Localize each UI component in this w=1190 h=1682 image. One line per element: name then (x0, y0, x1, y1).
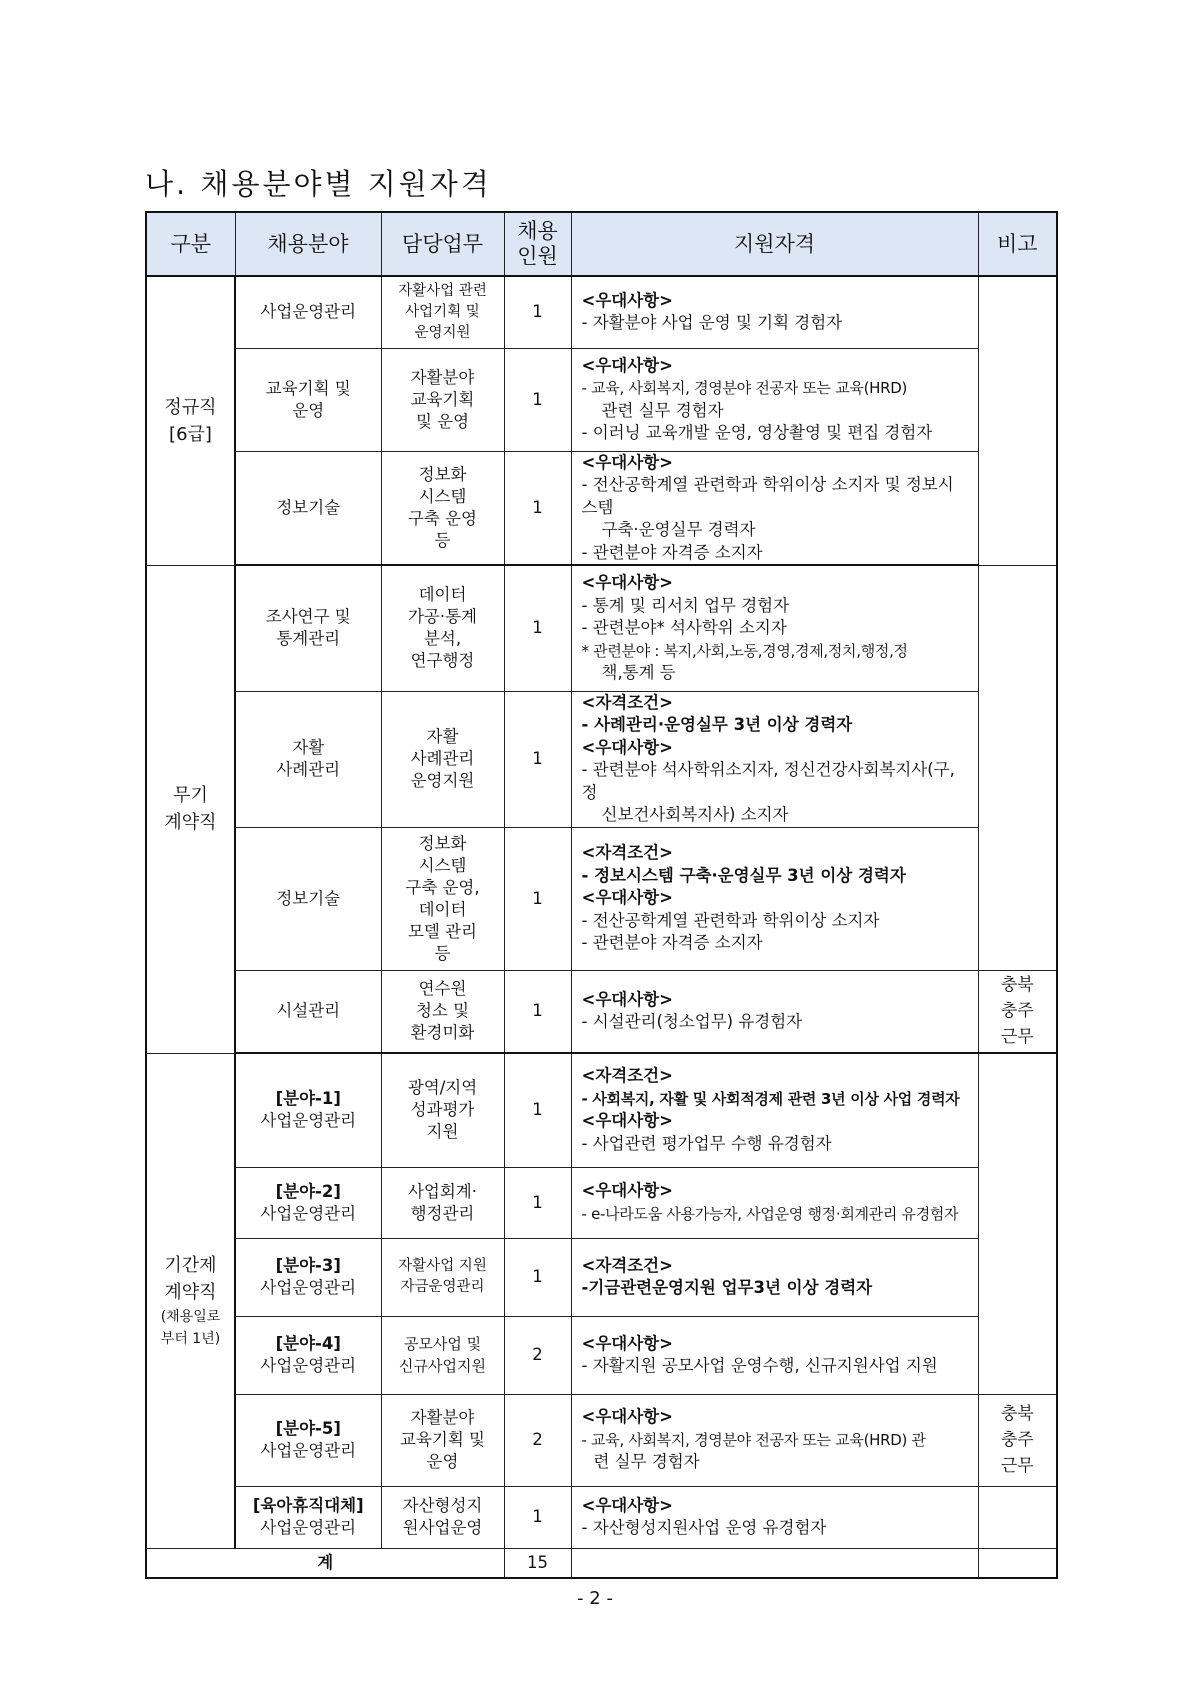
table-row (146, 1486, 1057, 1548)
duty-text: 정보화 시스템 구축 운영 등 (407, 464, 477, 550)
duty-cell (381, 1394, 504, 1486)
field-name: 조사연구 및 통계관리 (265, 607, 351, 649)
duty-cell (381, 691, 504, 827)
duty-cell (381, 348, 504, 451)
duty-text: 데이터 가공·통계 분석, 연구행정 (407, 585, 477, 671)
field-cell (235, 276, 381, 348)
count-cell: 1 (504, 1486, 571, 1548)
field-cell (235, 1238, 381, 1316)
duty-text: 자활분야 교육기획 및 운영 (410, 367, 475, 431)
table-row (146, 451, 1057, 565)
qualification-line: * 관련분야 : 복지,사회,노동,경영,경제,정치,행정,정 (581, 641, 908, 660)
qualification-line: - 정보시스템 구축·운영실무 3년 이상 경력자 (581, 865, 906, 885)
header-row (146, 212, 1057, 276)
qualification-line: - 전산공학계열 관련학과 학위이상 소지자 및 정보시스템 (581, 475, 954, 517)
table-row (146, 1238, 1057, 1316)
field-name: 정보기술 (276, 497, 341, 517)
qualification-line: - 사회복지, 자활 및 사회적경제 관련 3년 이상 사업 경력자 (581, 1089, 960, 1108)
header-field: 채용분야 (235, 212, 381, 276)
table-row (146, 565, 1057, 691)
qualification-line: - 시설관리(청소업무) 유경험자 (581, 1012, 803, 1032)
qualification-line: <자격조건> (581, 692, 673, 712)
note-text: 충북 충주 근무 (1000, 1404, 1034, 1476)
field-tag: [분야-3] (275, 1256, 341, 1275)
duty-cell (381, 970, 504, 1053)
count-cell: 1 (504, 970, 571, 1053)
duty-text: 광역/지역 성과평가 지원 (407, 1078, 478, 1142)
qualification-line: - 관련분야 자격증 소지자 (581, 933, 763, 953)
group-label (146, 1053, 235, 1548)
qualification-cell (571, 276, 978, 348)
field-cell (235, 1486, 381, 1548)
qualification-line: <우대사항> (581, 573, 673, 592)
count-cell: 1 (504, 1238, 571, 1316)
table-row (146, 827, 1057, 970)
qualification-line: <우대사항> (581, 1111, 673, 1131)
qualification-line: - 교육, 사회복지, 경영분야 전공자 또는 교육(HRD) 관 (581, 1430, 926, 1449)
field-name: 사업운영관리 (260, 1111, 357, 1131)
header-note: 비고 (978, 212, 1057, 276)
qualification-line: <우대사항> (581, 888, 673, 908)
page-number: - 2 - (577, 1588, 613, 1609)
qualification-line: - 이러닝 교육개발 운영, 영상촬영 및 편집 경험자 (581, 423, 933, 442)
table-row (146, 1316, 1057, 1394)
qualification-line: <자격조건> (581, 1255, 673, 1275)
qualification-cell (571, 451, 978, 565)
table-row (146, 348, 1057, 451)
field-cell (235, 451, 381, 565)
table-row (146, 691, 1057, 827)
duty-cell (381, 276, 504, 348)
total-count: 15 (504, 1548, 571, 1578)
count-cell: 2 (504, 1316, 571, 1394)
duty-cell (381, 1053, 504, 1167)
qualification-line: - 관련분야 자격증 소지자 (581, 542, 763, 562)
duty-cell (381, 1316, 504, 1394)
duty-cell (381, 451, 504, 565)
table-row (146, 1053, 1057, 1167)
qualification-cell (571, 1167, 978, 1238)
header-qual: 지원자격 (571, 212, 978, 276)
qualification-cell (571, 1394, 978, 1486)
qualification-cell (571, 1316, 978, 1394)
field-tag: [분야-4] (275, 1334, 341, 1353)
table-row (146, 970, 1057, 1053)
qualification-cell (571, 970, 978, 1053)
field-cell (235, 1167, 381, 1238)
group-sublabel: (채용일로 부터 1년) (160, 1308, 221, 1347)
field-cell (235, 691, 381, 827)
table-row (146, 1167, 1057, 1238)
qualification-line: 구축·운영실무 경력자 (601, 520, 756, 539)
field-tag: [분야-5] (275, 1419, 341, 1438)
field-name: 사업운영관리 (260, 1203, 357, 1223)
field-cell (235, 1316, 381, 1394)
field-name: 사업운영관리 (260, 302, 357, 322)
qualification-line: - 자활분야 사업 운영 및 기획 경험자 (581, 313, 843, 333)
note-cell (978, 970, 1057, 1053)
section-title: 나. 채용분야별 지원자격 (145, 167, 492, 201)
qualification-line: <우대사항> (581, 989, 673, 1009)
count-cell: 2 (504, 1394, 571, 1486)
duty-text: 자활 사례관리 운영지원 (410, 727, 475, 790)
qualification-line: - 통계 및 리서치 업무 경험자 (581, 595, 790, 615)
duty-cell (381, 1167, 504, 1238)
note-cell (978, 1486, 1057, 1548)
group-label-text: 기간제 계약직 (164, 1254, 217, 1303)
qualification-line: <자격조건> (581, 1066, 673, 1086)
field-tag: [분야-2] (275, 1181, 341, 1201)
qualification-cell (571, 1238, 978, 1316)
duty-cell (381, 1486, 504, 1548)
duty-text: 공모사업 및 신규사업지원 (399, 1335, 486, 1375)
qualification-line: 신보건사회복지사) 소지자 (601, 805, 789, 824)
field-name: 교육기획 및 운영 (265, 378, 351, 420)
table-row (146, 276, 1057, 348)
note-text: 충북 충주 근무 (1000, 975, 1034, 1048)
qualification-line: <우대사항> (581, 1333, 673, 1353)
count-cell: 1 (504, 1053, 571, 1167)
field-cell (235, 565, 381, 691)
count-cell: 1 (504, 691, 571, 827)
group-label (146, 276, 235, 565)
count-cell: 1 (504, 276, 571, 348)
duty-text: 연수원 청소 및 환경미화 (410, 979, 475, 1043)
qualification-line: <우대사항> (581, 737, 673, 757)
total-label: 계 (146, 1548, 504, 1578)
field-name: 자활 사례관리 (276, 738, 341, 779)
total-note-empty (978, 1548, 1057, 1578)
duty-cell (381, 565, 504, 691)
recruitment-table (145, 211, 1058, 1579)
qualification-line: - 교육, 사회복지, 경영분야 전공자 또는 교육(HRD) (581, 379, 908, 397)
qualification-cell (571, 1053, 978, 1167)
field-tag: [육아휴직대체] (252, 1496, 364, 1515)
qualification-cell (571, 827, 978, 970)
qualification-cell (571, 1486, 978, 1548)
group-label-text: 무기 계약직 (164, 785, 217, 833)
qualification-line: <우대사항> (581, 1181, 673, 1200)
count-cell: 1 (504, 348, 571, 451)
duty-text: 자활사업 지원 자금운영관리 (398, 1258, 487, 1295)
total-row (146, 1548, 1057, 1578)
qualification-line: - 자활지원 공모사업 운영수행, 신규지원사업 지원 (581, 1356, 938, 1375)
table-row (146, 1394, 1057, 1486)
field-tag: [분야-1] (275, 1089, 341, 1109)
qualification-line: - e-나라도움 사용가능자, 사업운영 행정·회계관리 유경험자 (581, 1204, 959, 1223)
duty-text: 자활분야 교육기획 및 운영 (400, 1408, 485, 1471)
note-cell (978, 276, 1057, 565)
duty-cell (381, 1238, 504, 1316)
qualification-line: 관련 실무 경험자 (601, 400, 724, 420)
qualification-line: - 사업관련 평가업무 수행 유경험자 (581, 1133, 832, 1153)
qualification-cell (571, 348, 978, 451)
note-cell (978, 1053, 1057, 1394)
qualification-line: <자격조건> (581, 843, 673, 863)
qualification-line: <우대사항> (581, 1407, 673, 1427)
header-count: 채용 인원 (504, 212, 571, 276)
count-cell: 1 (504, 1167, 571, 1238)
qualification-line: 련 실무 경험자 (593, 1452, 700, 1472)
field-name: 사업운영관리 (260, 1278, 357, 1297)
qualification-cell (571, 565, 978, 691)
duty-text: 정보화 시스템 구축 운영, 데이터 모델 관리 등 (405, 833, 480, 963)
field-cell (235, 1053, 381, 1167)
qualification-line: 책,통계 등 (601, 663, 676, 682)
header-duty: 담당업무 (381, 212, 504, 276)
qualification-line: <우대사항> (581, 452, 673, 472)
note-cell (978, 565, 1057, 970)
qualification-line: -기금관련운영지원 업무3년 이상 경력자 (581, 1278, 873, 1297)
field-cell (235, 1394, 381, 1486)
field-name: 사업운영관리 (260, 1356, 357, 1375)
qualification-cell (571, 691, 978, 827)
field-cell (235, 348, 381, 451)
field-name: 시설관리 (276, 1001, 341, 1021)
qualification-line: - 자산형성지원사업 운영 유경험자 (581, 1518, 827, 1537)
qualification-line: - 관련분야 석사학위소지자, 정신건강사회복지사(구, 정 (581, 760, 955, 802)
qualification-line: - 전산공학계열 관련학과 학위이상 소지자 (581, 910, 880, 930)
count-cell: 1 (504, 451, 571, 565)
qualification-line: - 사례관리·운영실무 3년 이상 경력자 (581, 715, 853, 734)
field-cell (235, 827, 381, 970)
duty-text: 자산형성지 원사업운영 (402, 1496, 483, 1537)
note-cell (978, 1394, 1057, 1486)
qualification-line: <우대사항> (581, 290, 673, 310)
qualification-line: - 관련분야* 석사학위 소지자 (581, 618, 787, 637)
qualification-line: <우대사항> (581, 1495, 673, 1515)
duty-cell (381, 827, 504, 970)
field-name: 사업운영관리 (260, 1441, 357, 1460)
header-gubun: 구분 (146, 212, 235, 276)
count-cell: 1 (504, 565, 571, 691)
duty-text: 자활사업 관련 사업기획 및 운영지원 (398, 282, 487, 341)
total-qual-empty (571, 1548, 978, 1578)
group-label (146, 565, 235, 1053)
field-name: 사업운영관리 (260, 1518, 357, 1537)
field-name: 정보기술 (276, 888, 341, 908)
group-label-text: 정규직 [6급] (164, 396, 217, 445)
duty-text: 사업회계· 행정관리 (407, 1181, 477, 1223)
qualification-line: <우대사항> (581, 355, 673, 375)
field-cell (235, 970, 381, 1053)
count-cell: 1 (504, 827, 571, 970)
